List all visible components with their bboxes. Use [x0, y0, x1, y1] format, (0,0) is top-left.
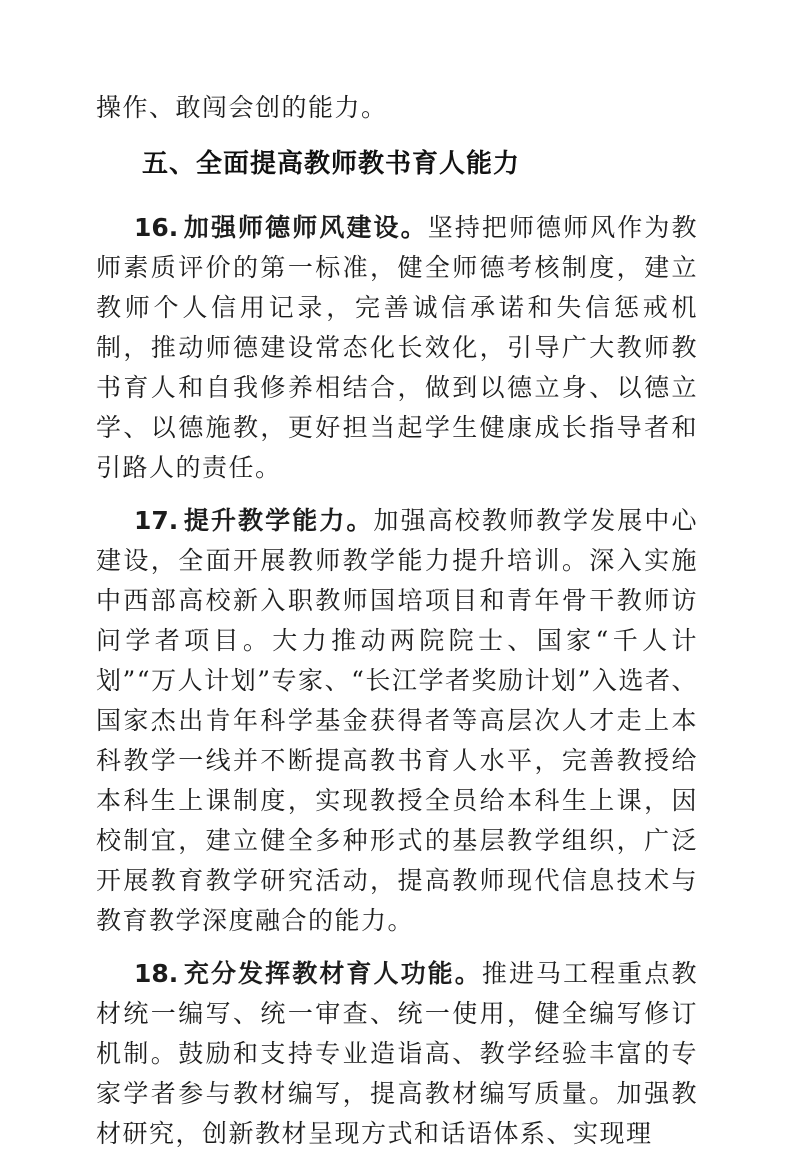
paragraph-18-number: 18. — [134, 959, 179, 988]
paragraph-18 — [96, 954, 698, 1154]
paragraph-17-number: 17. — [134, 506, 179, 535]
paragraph-17-lead: 提升教学能力。 — [183, 506, 374, 535]
section-heading: 五、全面提高教师教书育人能力 — [142, 149, 521, 179]
paragraph-continuation: 操作、敢闯会创的能力。 — [96, 93, 388, 122]
paragraph-17-body: 加强高校教师教学发展中心建设，全面开展教师教学能力提升培训。深入实施中西部高校新入职教师国培项目和青年骨干教师访问学者项目。大力推动两院院士、国家“千人计划”“万人计划”专家、“长江学者奖励计划”入选者、国家杰出肯年科学基金获得者等高层次人才走上本科教学一线并不断提高教书育人水平，完善教授给本科生上课制度，实现教授全员给本科生上课，因校制宜，建立健全多种形式的基层教学组织，广泛开展教育教学研究活动，提高教师现代信息技术与教育教学深度融合的能力。 — [96, 506, 698, 935]
paragraph-16-number: 16. — [134, 213, 179, 242]
paragraph-18-lead: 充分发挥教材育人功能。 — [183, 959, 482, 988]
paragraph-18-body: 推进马工程重点教材统一编写、统一审查、统一使用，健全编写修订机制。鼓励和支持专业造诣高、教学经验丰富的专家学者参与教材编写，提高教材编写质量。加强教材研究，创新教材呈现方式和话语体系、实现理 — [96, 959, 698, 1148]
paragraph-17 — [96, 501, 698, 941]
paragraph-16-lead: 加强师德师风建设。 — [183, 213, 428, 242]
paragraph-16 — [96, 208, 698, 488]
paragraph-16-body: 坚持把师德师风作为教师素质评价的第一标准，健全师德考核制度，建立教师个人信用记录，完善诚信承诺和失信惩戒机制，推动师德建设常态化长效化，引导广大教师教书育人和自我修养相结合，做到以德立身、以德立学、以德施教，更好担当起学生健康成长指导者和引路人的责任。 — [96, 213, 698, 482]
